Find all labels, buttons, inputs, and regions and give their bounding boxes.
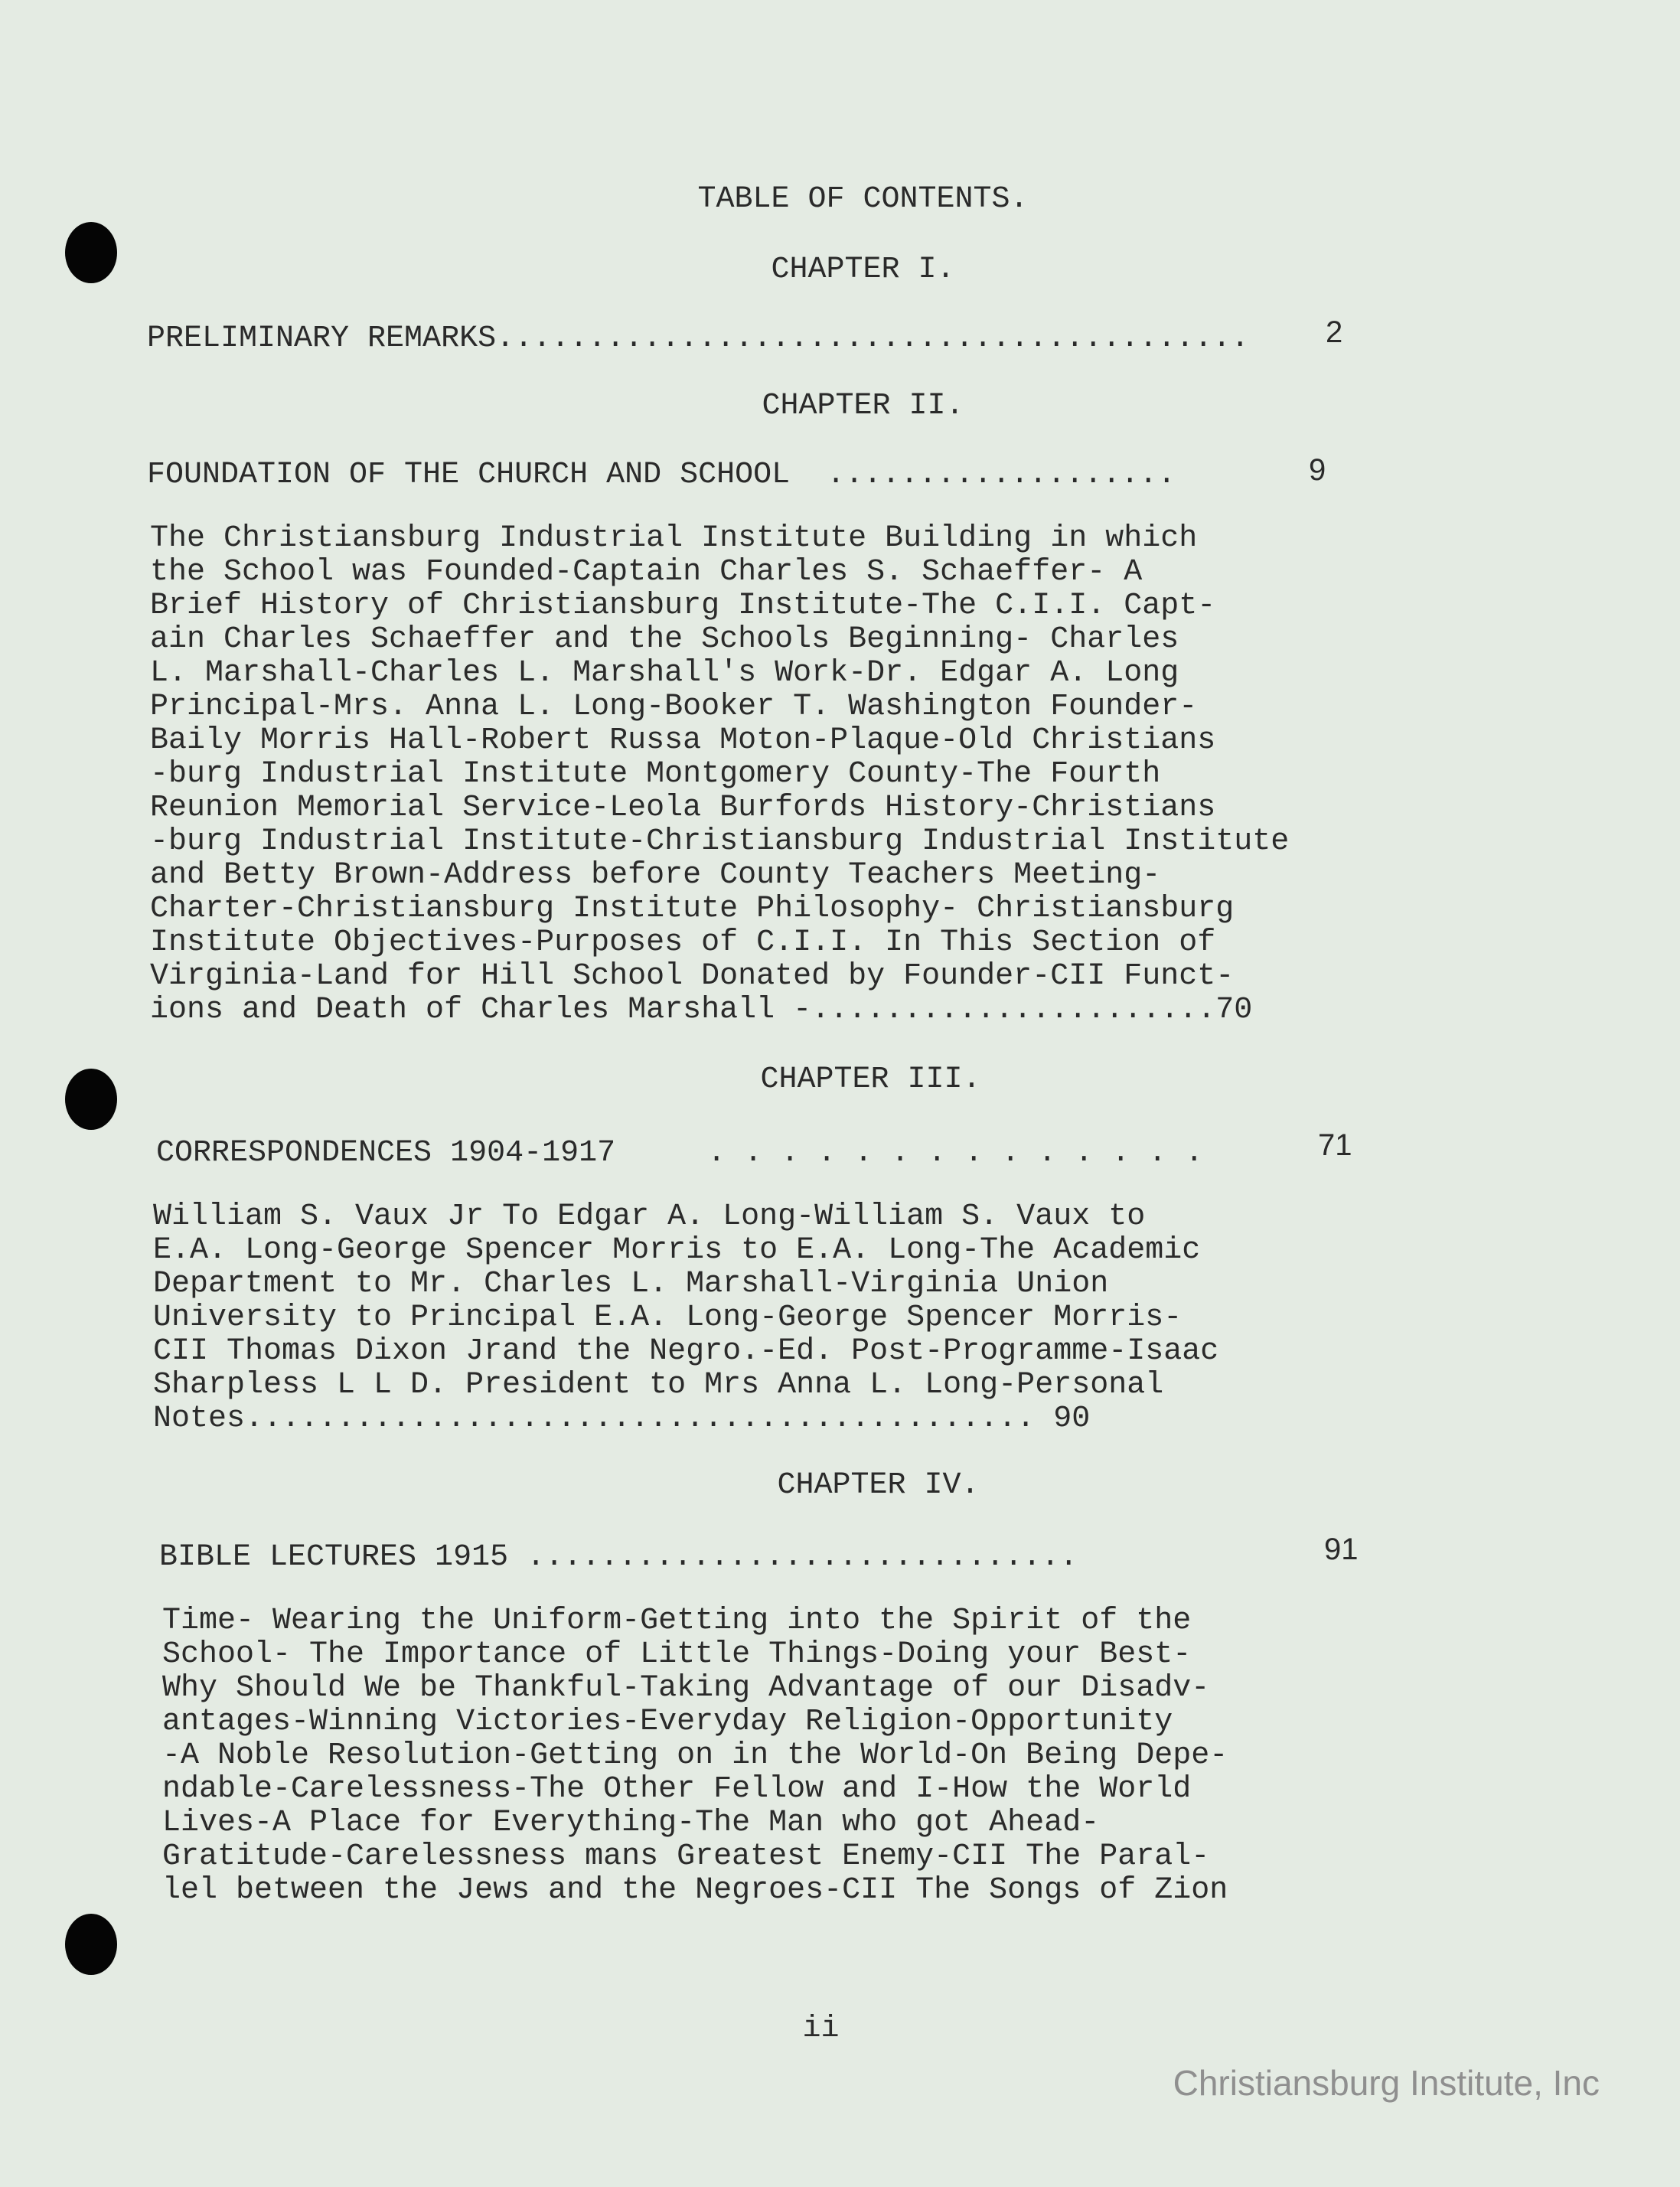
chapter-description (153, 1200, 1218, 1436)
description-line: E.A. Long-George Spencer Morris to E.A. Long-The Academic (153, 1233, 1201, 1268)
toc-leader: . . . . . . . . . . . . . . (707, 1136, 1204, 1170)
description-line: -A Noble Resolution-Getting on in the World-On Being Depe- (162, 1738, 1228, 1773)
description-line: Time- Wearing the Uniform-Getting into the Spirit of the (162, 1604, 1192, 1638)
description-line: -burg Industrial Institute Montgomery County-The Fourth (150, 757, 1161, 792)
chapter-heading: CHAPTER III. (760, 1062, 981, 1097)
toc-page-number: 2 (1326, 315, 1343, 349)
description-line: William S. Vaux Jr To Edgar A. Long-William S. Vaux to (153, 1200, 1146, 1234)
toc-page-number: 91 (1324, 1533, 1359, 1566)
description-line: CII Thomas Dixon Jrand the Negro.-Ed. Post-Programme-Isaac (153, 1334, 1219, 1369)
description-line: ndable-Carelessness-The Other Fellow and I-How the World (162, 1772, 1192, 1807)
page-number: ii (802, 2012, 840, 2046)
description-line: ain Charles Schaeffer and the Schools Beginning- Charles (150, 622, 1179, 657)
description-line: Principal-Mrs. Anna L. Long-Booker T. Washington Founder- (150, 690, 1198, 724)
description-line: Charter-Christiansburg Institute Philosophy- Christiansburg (150, 892, 1235, 926)
watermark: Christiansburg Institute, Inc (1173, 2063, 1600, 2103)
toc-page-number: 9 (1309, 453, 1326, 487)
page-title: TABLE OF CONTENTS. (697, 182, 1029, 217)
toc-leader: ................... (827, 458, 1176, 492)
toc-leader: ......................................... (496, 322, 1250, 356)
description-line: Department to Mr. Charles L. Marshall-Virginia Union (153, 1267, 1109, 1301)
description-line: L. Marshall-Charles L. Marshall's Work-Dr. Edgar A. Long (150, 656, 1179, 690)
chapter-heading: CHAPTER I. (771, 253, 955, 287)
chapter-description (162, 1604, 1228, 1908)
toc-entry[interactable] (156, 1136, 1203, 1170)
description-line: University to Principal E.A. Long-George Spencer Morris- (153, 1301, 1183, 1335)
punch-hole (65, 1914, 117, 1975)
toc-entry-title: PRELIMINARY REMARKS (147, 322, 497, 356)
description-line: Lives-A Place for Everything-The Man who got Ahead- (162, 1806, 1100, 1840)
description-line: Why Should We be Thankful-Taking Advantage of our Disadv- (162, 1671, 1210, 1706)
toc-entry[interactable] (159, 1540, 1078, 1575)
toc-leader: .............................. (527, 1540, 1078, 1575)
toc-entry-title: CORRESPONDENCES 1904-1917 (156, 1136, 616, 1170)
description-line: and Betty Brown-Address before County Teachers Meeting- (150, 858, 1161, 893)
chapter-heading: CHAPTER IV. (777, 1468, 980, 1503)
description-line: Sharpless L L D. President to Mrs Anna L. Long-Personal (153, 1368, 1164, 1402)
toc-entry-title: BIBLE LECTURES 1915 (159, 1540, 509, 1575)
description-line: -burg Industrial Institute-Christiansburg Industrial Institute (150, 824, 1290, 859)
description-line: antages-Winning Victories-Everyday Religion-Opportunity (162, 1705, 1173, 1739)
description-line: Institute Objectives-Purposes of C.I.I. In This Section of (150, 925, 1216, 960)
description-line: ions and Death of Charles Marshall -......................70 (150, 993, 1253, 1027)
description-line: Brief History of Christiansburg Institute-The C.I.I. Capt- (150, 589, 1216, 623)
description-line: Gratitude-Carelessness mans Greatest Enemy-CII The Paral- (162, 1839, 1210, 1874)
description-line: Virginia-Land for Hill School Donated by Founder-CII Funct- (150, 959, 1235, 994)
chapter-description (150, 522, 1289, 1027)
description-line: The Christiansburg Industrial Institute Building in which (150, 521, 1198, 556)
toc-entry-title: FOUNDATION OF THE CHURCH AND SCHOOL (147, 458, 791, 492)
chapter-heading: CHAPTER II. (762, 389, 964, 423)
description-line: Baily Morris Hall-Robert Russa Moton-Plaque-Old Christians (150, 723, 1216, 758)
description-line: lel between the Jews and the Negroes-CII The Songs of Zion (162, 1873, 1228, 1908)
toc-page-number: 71 (1318, 1128, 1352, 1162)
toc-entry[interactable] (147, 322, 1249, 356)
description-line: School- The Importance of Little Things-Doing your Best- (162, 1637, 1192, 1672)
description-line: the School was Founded-Captain Charles S. Schaeffer- A (150, 555, 1143, 589)
description-line: Reunion Memorial Service-Leola Burfords History-Christians (150, 791, 1216, 825)
toc-entry[interactable] (147, 458, 1176, 492)
description-line: Notes........................................... 90 (153, 1402, 1091, 1436)
